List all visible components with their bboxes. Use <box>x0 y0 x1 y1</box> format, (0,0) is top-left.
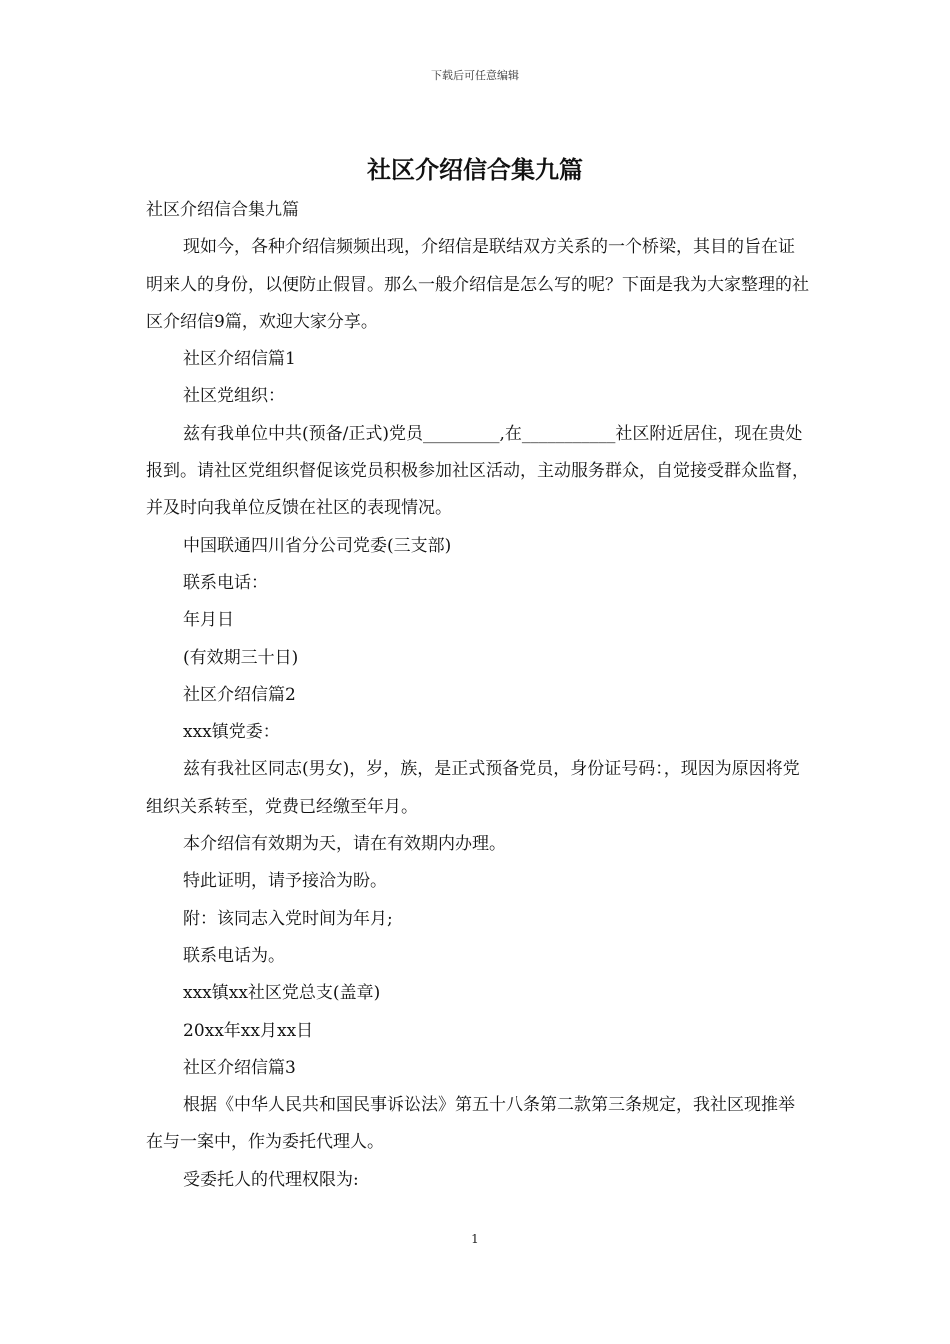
paragraph: 现如今，各种介绍信频频出现，介绍信是联结双方关系的一个桥梁，其目的旨在证明来人的身份，以便防止假冒。那么一般介绍信是怎么写的呢？下面是我为大家整理的社区介绍信9篇，欢迎大家分享。 <box>146 237 809 332</box>
page-number: 1 <box>471 1232 479 1246</box>
paragraph: xxx镇党委： <box>183 722 280 743</box>
paragraph: 年月日 <box>183 610 234 631</box>
paragraph: 20xx年xx月xx日 <box>183 1020 314 1041</box>
paragraph: 本介绍信有效期为天，请在有效期内办理。 <box>183 834 506 855</box>
paragraph: 根据《中华人民共和国民事诉讼法》第五十八条第二款第三条规定，我社区现推举在与一案中，作为委托代理人。 <box>146 1095 795 1153</box>
paragraph: 社区介绍信篇3 <box>183 1057 296 1078</box>
document-body <box>146 192 810 1199</box>
paragraph: 社区介绍信篇1 <box>183 349 296 370</box>
document-title: 社区介绍信合集九篇 <box>367 155 583 184</box>
paragraph: 社区介绍信合集九篇 <box>146 200 299 220</box>
paragraph: 特此证明，请予接洽为盼。 <box>183 871 387 892</box>
paragraph: xxx镇xx社区党总支(盖章) <box>183 983 381 1004</box>
paragraph: 社区党组织： <box>183 386 285 407</box>
paragraph: 受委托人的代理权限为: <box>183 1169 359 1190</box>
paragraph: 中国联通四川省分公司党委(三支部) <box>183 535 452 556</box>
paragraph: 兹有我单位中共(预备/正式)党员_________,在___________社区附近居住，现在贵处报到。请社区党组织督促该党员积极参加社区活动，主动服务群众，自觉接受群众监督，并及时向我单位反馈在社区的表现情况。 <box>146 423 809 519</box>
paragraph: 兹有我社区同志(男女)，岁，族，是正式预备党员，身份证号码：，现因为原因将党组织关系转至，党费已经缴至年月。 <box>146 759 800 817</box>
header-note: 下载后可任意编辑 <box>431 69 519 82</box>
paragraph: 附：该同志入党时间为年月; <box>183 908 393 929</box>
paragraph: 联系电话为。 <box>183 945 285 966</box>
paragraph: 社区介绍信篇2 <box>183 684 296 705</box>
paragraph: 联系电话： <box>183 572 268 593</box>
paragraph: (有效期三十日) <box>183 647 299 668</box>
